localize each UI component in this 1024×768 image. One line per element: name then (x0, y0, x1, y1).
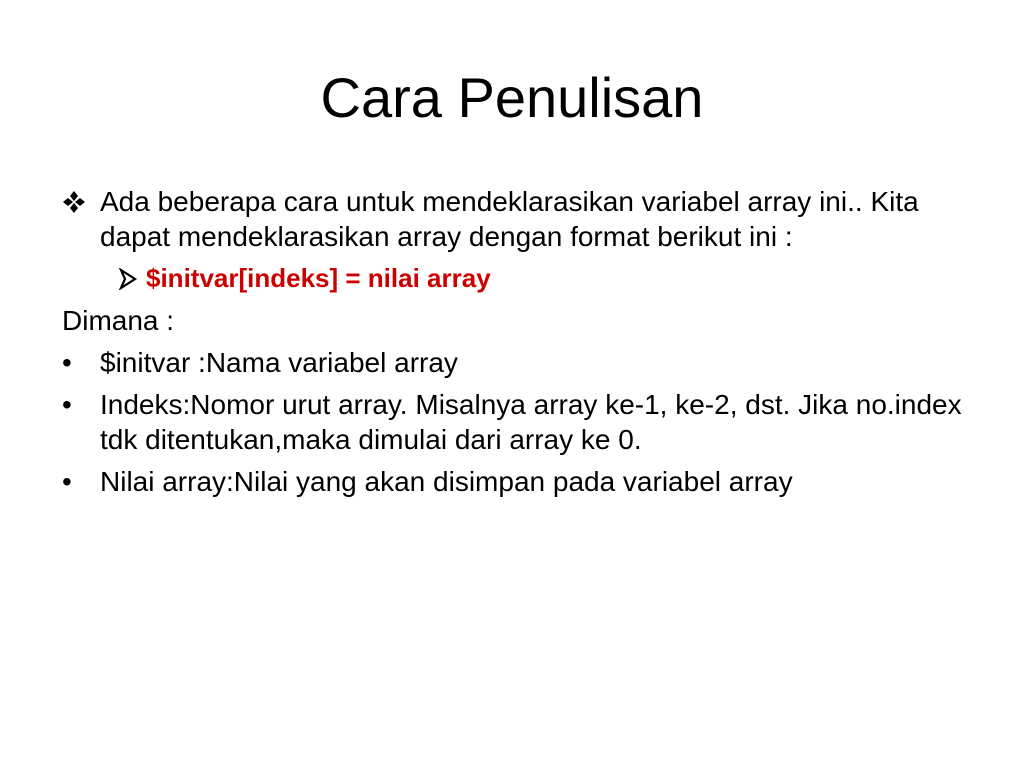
bullet-dot: • (62, 389, 72, 420)
bullet-item (62, 464, 982, 499)
bullet-text: Indeks:Nomor urut array. Misalnya array ke-1, ke-2, dst. Jika no.index tdk ditentukan,maka dimulai dari array ke 0. (100, 389, 962, 455)
slide-title: Cara Penulisan (320, 66, 704, 129)
bullet-item (62, 387, 982, 457)
arrowhead-icon (118, 268, 138, 290)
syntax-text: $initvar[indeks] = nilai array (146, 263, 491, 293)
bullet-text: $initvar :Nama variabel array (100, 347, 458, 378)
intro-point (62, 184, 982, 254)
syntax-point (62, 261, 982, 296)
level1-marker (62, 184, 96, 219)
slide-body (62, 184, 982, 506)
four-diamonds-icon (62, 190, 86, 214)
level2-marker (118, 261, 144, 296)
intro-point-text: Ada beberapa cara untuk mendeklarasikan variabel array ini.. Kita dapat mendeklarasikan array dengan format berikut ini : (100, 186, 919, 252)
bullet-dot: • (62, 347, 72, 378)
bullet-dot: • (62, 466, 72, 497)
bullet-item (62, 345, 982, 380)
dimana-label: Dimana : (62, 305, 175, 336)
bullet-text: Nilai array:Nilai yang akan disimpan pada variabel array (100, 466, 793, 497)
